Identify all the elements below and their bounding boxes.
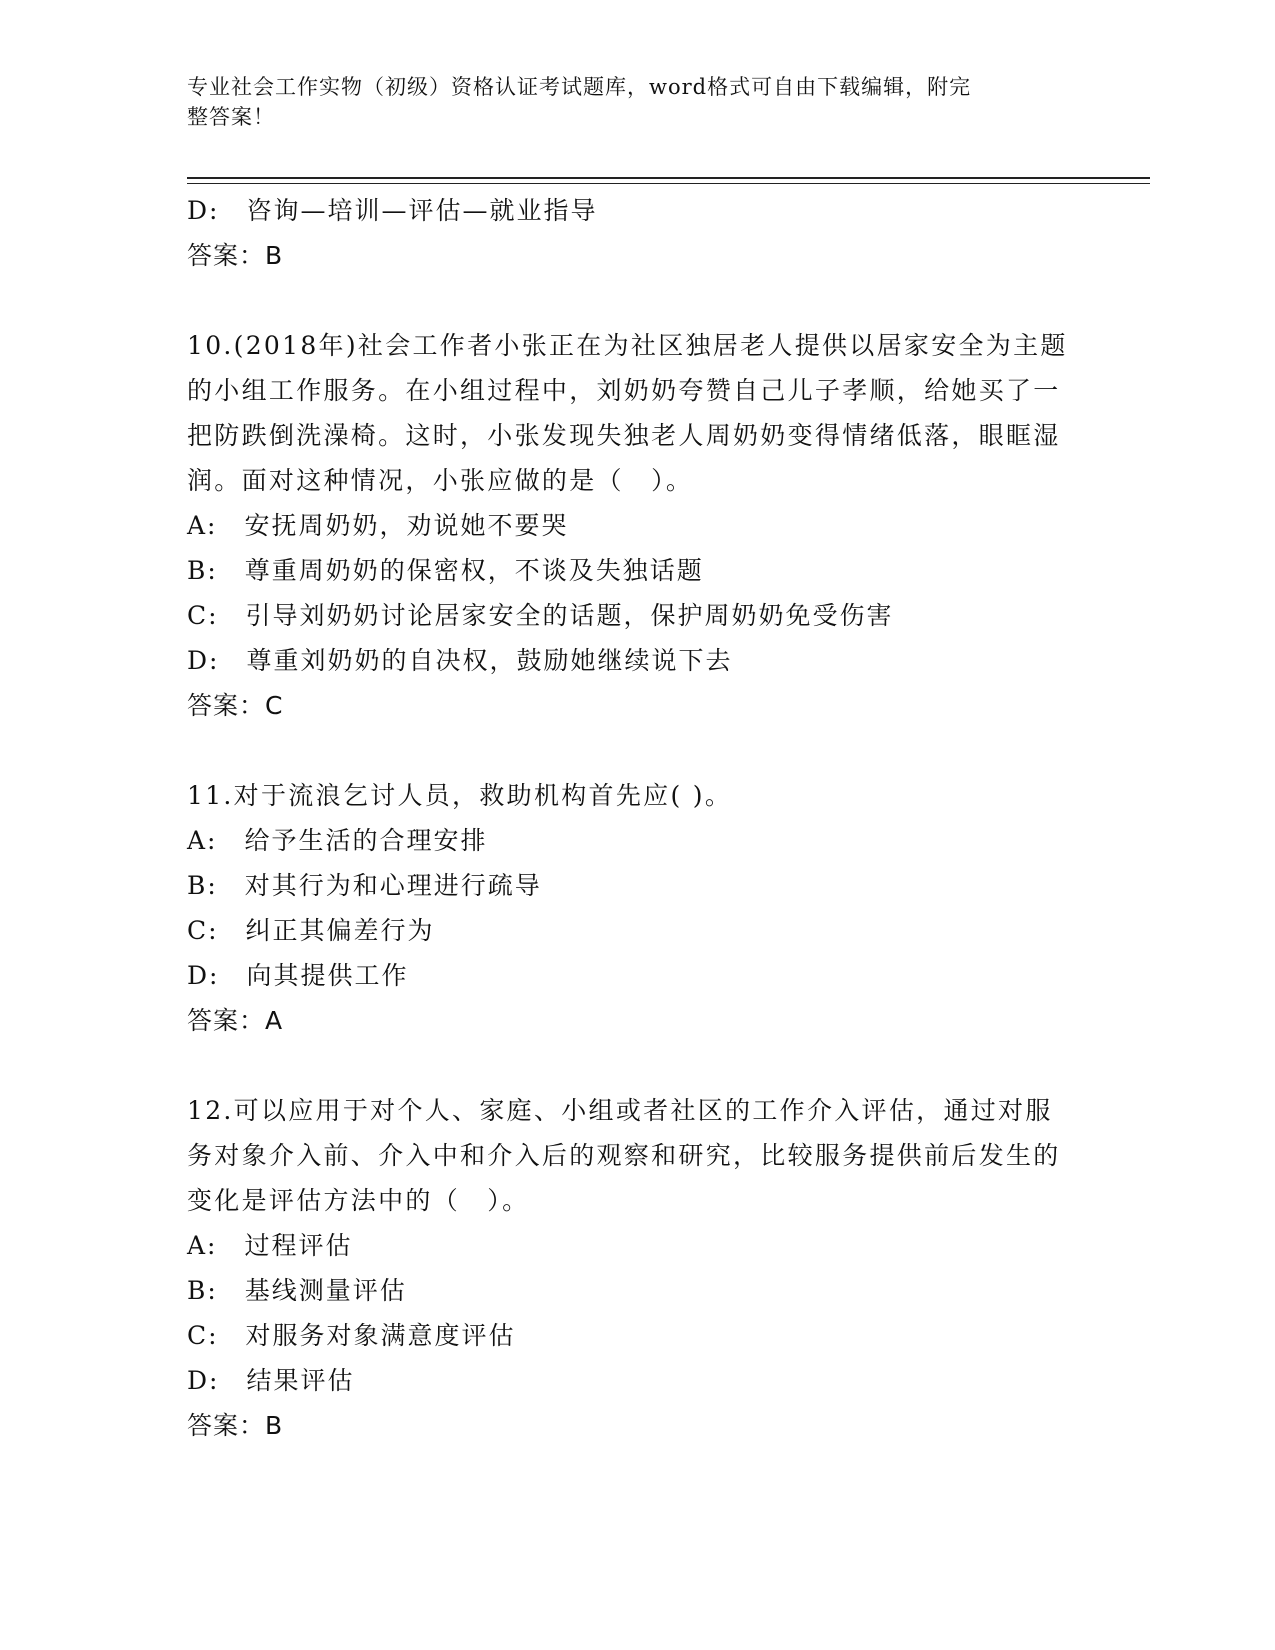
header-line-2: 整答案！ xyxy=(187,105,275,129)
option-b: B: 基线测量评估 xyxy=(187,1276,407,1305)
option-c: C: 引导刘奶奶讨论居家安全的话题，保护周奶奶免受伤害 xyxy=(187,601,894,630)
answer: 答案：B xyxy=(187,1411,284,1440)
question-stem: 11.对于流浪乞讨人员，救助机构首先应( )。 xyxy=(187,781,733,810)
option-a: A: 给予生活的合理安排 xyxy=(187,826,488,855)
header-divider-thin xyxy=(187,183,1150,184)
option-b: B: 尊重周奶奶的保密权，不谈及失独话题 xyxy=(187,556,704,585)
header-divider-thick xyxy=(187,177,1150,179)
spacer xyxy=(187,278,1087,323)
option-a: A: 安抚周奶奶，劝说她不要哭 xyxy=(187,511,569,540)
option-c: C: 对服务对象满意度评估 xyxy=(187,1321,516,1350)
question-stem: 10.(2018年)社会工作者小张正在为社区独居老人提供以居家安全为主题的小组工作服务。在小组过程中，刘奶奶夸赞自己儿子孝顺，给她买了一把防跌倒洗澡椅。这时，小张发现失独老人周奶奶变得情绪低落，眼眶湿润。面对这种情况，小张应做的是（ ）。 xyxy=(187,331,1068,495)
option-b: B: 对其行为和心理进行疏导 xyxy=(187,871,542,900)
option-d: D: 向其提供工作 xyxy=(187,961,409,990)
question-list xyxy=(187,188,1087,1448)
question-12 xyxy=(187,1088,1087,1448)
prev-answer: 答案：B xyxy=(187,241,284,270)
question-stem: 12.可以应用于对个人、家庭、小组或者社区的工作介入评估，通过对服务对象介入前、介入中和介入后的观察和研究，比较服务提供前后发生的变化是评估方法中的（ ）。 xyxy=(187,1096,1061,1215)
prev-option-d: D: 咨询—培训—评估—就业指导 xyxy=(187,196,598,225)
answer: 答案：A xyxy=(187,1006,284,1035)
answer: 答案：C xyxy=(187,691,284,720)
option-d: D: 结果评估 xyxy=(187,1366,355,1395)
spacer xyxy=(187,1043,1087,1088)
spacer xyxy=(187,728,1087,773)
option-a: A: 过程评估 xyxy=(187,1231,353,1260)
question-10 xyxy=(187,323,1087,728)
option-d: D: 尊重刘奶奶的自决权，鼓励她继续说下去 xyxy=(187,646,733,675)
document-header xyxy=(187,72,1087,132)
question-11 xyxy=(187,773,1087,1043)
option-c: C: 纠正其偏差行为 xyxy=(187,916,435,945)
header-line-1: 专业社会工作实物（初级）资格认证考试题库，word格式可自由下载编辑，附完 xyxy=(187,75,972,99)
